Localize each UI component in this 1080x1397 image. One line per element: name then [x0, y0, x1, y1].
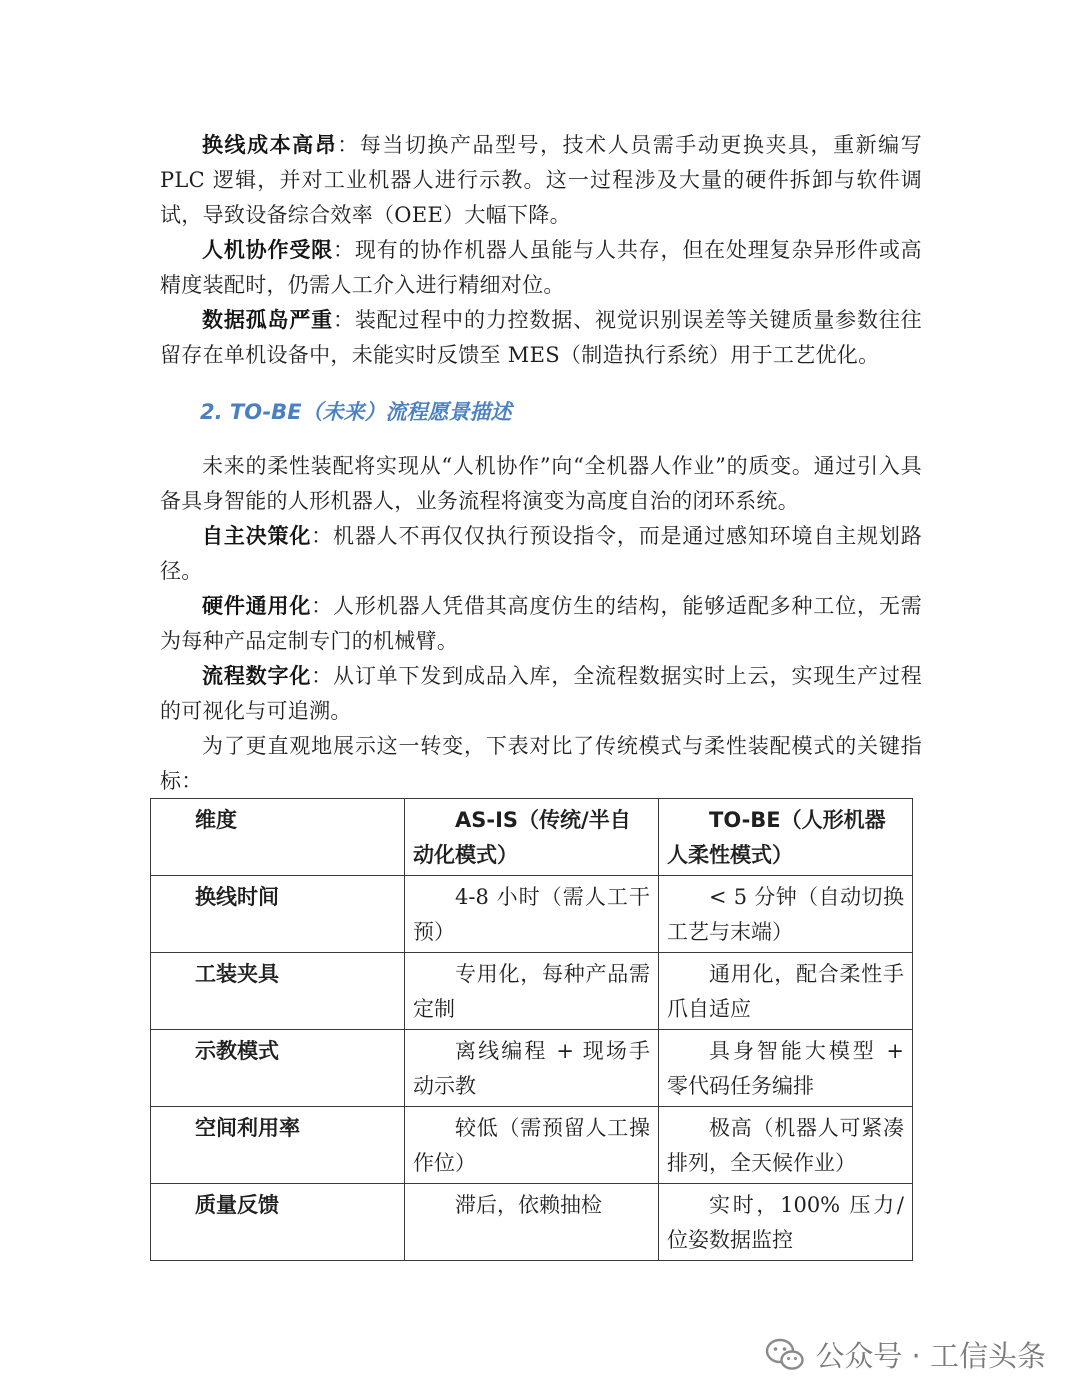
table-cell-to-be: 极高（机器人可紧凑排列，全天候作业）: [659, 1107, 913, 1184]
paragraph-hardware-generalization: [160, 589, 922, 659]
paragraph-changeover-cost: [160, 128, 922, 233]
paragraph-label: 自主决策化: [202, 524, 312, 548]
table-cell-as-is: 4-8 小时（需人工干预）: [405, 876, 659, 953]
table-header-cell: AS-IS（传统/半自动化模式）: [405, 799, 659, 876]
table-header-cell: 维度: [151, 799, 405, 876]
table-cell-dimension: 示教模式: [151, 1030, 405, 1107]
paragraph-label: 流程数字化: [202, 664, 312, 688]
table-cell-to-be: 实时，100% 压力/位姿数据监控: [659, 1184, 913, 1261]
table-row: [151, 953, 913, 1030]
paragraph-text: 现有的协作机器人虽能与人共存，但在处理复杂异形件或高精度装配时，仍需人工介入进行精细对位。: [160, 238, 922, 297]
table-cell-dimension: 工装夹具: [151, 953, 405, 1030]
paragraph-label: 换线成本高昂: [202, 133, 338, 157]
comparison-table: [150, 798, 913, 1261]
label-separator: ：: [311, 594, 334, 618]
table-cell-as-is: 离线编程 + 现场手动示教: [405, 1030, 659, 1107]
paragraph-label: 数据孤岛严重: [202, 308, 333, 332]
label-separator: ：: [333, 308, 355, 332]
table-cell-as-is: 滞后，依赖抽检: [405, 1184, 659, 1261]
table-cell-dimension: 空间利用率: [151, 1107, 405, 1184]
table-cell-to-be: < 5 分钟（自动切换工艺与末端）: [659, 876, 913, 953]
document-body: [160, 128, 922, 799]
paragraph-label: 硬件通用化: [202, 594, 312, 618]
paragraph-process-digitalization: [160, 659, 922, 729]
table-cell-as-is: 专用化，每种产品需定制: [405, 953, 659, 1030]
table-header-row: [151, 799, 913, 876]
paragraph-label: 人机协作受限: [202, 238, 333, 262]
paragraph-intro: 未来的柔性装配将实现从“人机协作”向“全机器人作业”的质变。通过引入具备具身智能的人形机器人，业务流程将演变为高度自治的闭环系统。: [160, 454, 922, 513]
wechat-icon: [765, 1337, 805, 1373]
paragraph-text: 人形机器人凭借其高度仿生的结构，能够适配多种工位，无需为每种产品定制专门的机械臂。: [160, 594, 922, 653]
table-row: [151, 1107, 913, 1184]
table-header-cell: TO-BE（人形机器人柔性模式）: [659, 799, 913, 876]
paragraph-text: 每当切换产品型号，技术人员需手动更换夹具，重新编写 PLC 逻辑，并对工业机器人进行示教。这一过程涉及大量的硬件拆卸与软件调试，导致设备综合效率（OEE）大幅下降。: [160, 133, 922, 227]
paragraph-text: 装配过程中的力控数据、视觉识别误差等关键质量参数往往留存在单机设备中，未能实时反馈至 MES（制造执行系统）用于工艺优化。: [160, 308, 922, 367]
table-row: [151, 876, 913, 953]
watermark-text: 公众号 · 工信头条: [815, 1339, 1046, 1373]
label-separator: ：: [311, 664, 334, 688]
paragraph-text: 从订单下发到成品入库，全流程数据实时上云，实现生产过程的可视化与可追溯。: [160, 664, 922, 723]
paragraph-data-silos: [160, 303, 922, 373]
table-row: [151, 1184, 913, 1261]
table-row: [151, 1030, 913, 1107]
section-title: 2. TO-BE（未来）流程愿景描述: [200, 400, 512, 424]
paragraph-text: 机器人不再仅仅执行预设指令，而是通过感知环境自主规划路径。: [160, 524, 922, 583]
table-cell-to-be: 具身智能大模型 + 零代码任务编排: [659, 1030, 913, 1107]
label-separator: ：: [311, 524, 334, 548]
paragraph-table-intro: 为了更直观地展示这一转变，下表对比了传统模式与柔性装配模式的关键指标：: [160, 734, 922, 793]
label-separator: ：: [337, 133, 360, 157]
paragraph-collaboration-limit: [160, 233, 922, 303]
label-separator: ：: [333, 238, 355, 262]
table-cell-dimension: 质量反馈: [151, 1184, 405, 1261]
table-cell-to-be: 通用化，配合柔性手爪自适应: [659, 953, 913, 1030]
table-cell-dimension: 换线时间: [151, 876, 405, 953]
table-cell-as-is: 较低（需预留人工操作位）: [405, 1107, 659, 1184]
paragraph-autonomous-decision: [160, 519, 922, 589]
comparison-table-container: [150, 798, 912, 1261]
watermark: [765, 1334, 1046, 1375]
